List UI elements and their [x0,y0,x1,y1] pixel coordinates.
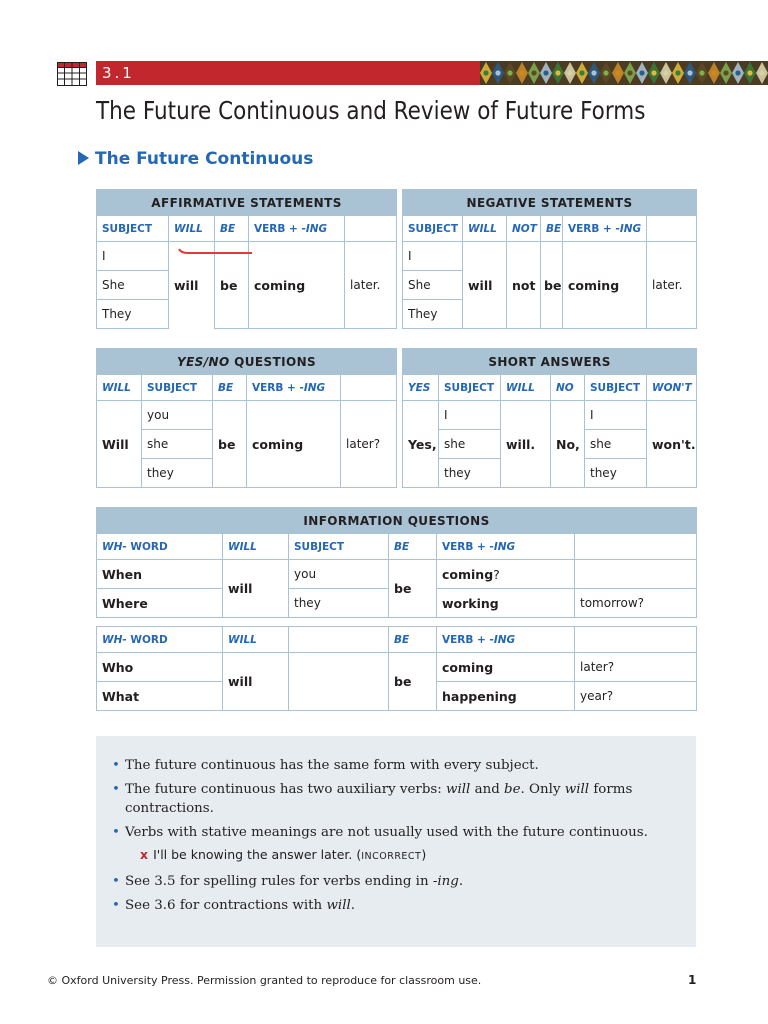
col-header: SUBJECT [289,534,389,560]
no-cell: No, [551,401,585,488]
col-header: BE [389,534,437,560]
note-item: • See 3.5 for spelling rules for verbs ending in -ing. [112,874,464,889]
col-header: WILL [223,534,289,560]
rest-cell: later. [345,242,397,329]
col-header: SUBJECT [97,216,169,242]
col-header: WON'T [647,375,697,401]
short-answers-table [402,348,696,488]
col-header: WILL [501,375,551,401]
information-questions-table-2 [96,626,696,711]
page-title: The Future Continuous and Review of Future Forms [96,96,646,125]
wh-word-cell: Who [97,653,223,682]
subject-cell: I [585,401,647,430]
verb-cell: coming [563,242,647,329]
note-item: • The future continuous has the same form with every subject. [112,758,539,773]
be-cell: be [215,242,249,329]
subject-cell: you [289,560,389,589]
subject-cell: you [142,401,213,430]
rest-cell [575,560,697,589]
subject-cell: she [439,430,501,459]
rest-cell: tomorrow? [575,589,697,618]
col-header: BE [213,375,247,401]
not-cell: not [507,242,541,329]
col-header [289,627,389,653]
note-item: • The future continuous has two auxiliary verbs: will and be. Only will forms contractions. [112,782,633,816]
subject-cell: she [585,430,647,459]
col-header: VERB + -ING [247,375,341,401]
red-pen-mark [178,248,254,256]
col-header [575,534,697,560]
will-cell: will. [501,401,551,488]
col-header [647,216,697,242]
subject-cell: she [142,430,213,459]
negative-table [402,189,696,329]
information-questions-table [96,507,696,618]
triangle-bullet-icon [78,151,89,165]
yes-no-questions-table [96,348,396,488]
rest-cell: year? [575,682,697,711]
be-cell: be [389,653,437,711]
verb-cell: coming [247,401,341,488]
will-cell: will [223,653,289,711]
col-header: BE [389,627,437,653]
col-header: WILL [463,216,507,242]
col-header: WILL [169,216,215,242]
subject-cell: I [403,242,463,271]
will-cell: will [169,242,215,329]
col-header: SUBJECT [403,216,463,242]
grammar-notes-box [96,736,696,947]
subject-cell: they [439,459,501,488]
col-header: VERB + -ING [437,534,575,560]
table-title: NEGATIVE STATEMENTS [403,190,697,216]
verb-cell: coming [437,653,575,682]
rest-cell: later? [575,653,697,682]
col-header: VERB + -ING [249,216,345,242]
wont-cell: won't. [647,401,697,488]
col-header: WH- WORD [97,627,223,653]
subject-cell: I [97,242,169,271]
be-cell: be [389,560,437,618]
wh-word-cell: When [97,560,223,589]
will-cell: Will [97,401,142,488]
table-title: YES/NO QUESTIONS [97,349,397,375]
be-cell: be [541,242,563,329]
rest-cell: later. [647,242,697,329]
table-title: AFFIRMATIVE STATEMENTS [97,190,397,216]
wh-word-cell: Where [97,589,223,618]
subject-cell: She [97,271,169,300]
subject-cell: I [439,401,501,430]
subject-cell: they [289,589,389,618]
wh-word-cell: What [97,682,223,711]
subject-cell: They [403,300,463,329]
col-header: WILL [97,375,142,401]
incorrect-x-icon: x [140,847,149,862]
section-subhead [78,149,313,169]
col-header [341,375,397,401]
table-title: SHORT ANSWERS [403,349,697,375]
col-header: BE [541,216,563,242]
col-header: SUBJECT [142,375,213,401]
subhead-text: The Future Continuous [95,149,314,169]
note-item: • See 3.6 for contractions with will. [112,898,356,913]
col-header [575,627,697,653]
verb-cell: coming? [437,560,575,589]
be-cell: be [213,401,247,488]
copyright-footer: © Oxford University Press. Permission granted to reproduce for classroom use. [47,974,482,987]
col-header: VERB + -ING [437,627,575,653]
note-item: • Verbs with stative meanings are not usually used with the future continuous. [112,825,648,840]
verb-cell: coming [249,242,345,329]
page-number: 1 [688,973,697,987]
incorrect-example: x I'll be knowing the answer later. (INCORRECT) [140,847,427,862]
will-cell: will [463,242,507,329]
will-cell: will [223,560,289,618]
yes-cell: Yes, [403,401,439,488]
col-header: VERB + -ING [563,216,647,242]
col-header: SUBJECT [439,375,501,401]
verb-cell: working [437,589,575,618]
subject-cell: they [142,459,213,488]
col-header: WILL [223,627,289,653]
empty-cell [289,653,389,711]
col-header [345,216,397,242]
table-title: INFORMATION QUESTIONS [97,508,697,534]
col-header: YES [403,375,439,401]
col-header: SUBJECT [585,375,647,401]
col-header: WH- WORD [97,534,223,560]
subject-cell: They [97,300,169,329]
mosaic-decoration [480,61,768,85]
section-number: 3.1 [102,64,135,82]
subject-cell: they [585,459,647,488]
affirmative-table [96,189,396,329]
col-header: NO [551,375,585,401]
rest-cell: later? [341,401,397,488]
col-header: BE [215,216,249,242]
table-icon [57,62,87,86]
col-header: NOT [507,216,541,242]
subject-cell: She [403,271,463,300]
verb-cell: happening [437,682,575,711]
